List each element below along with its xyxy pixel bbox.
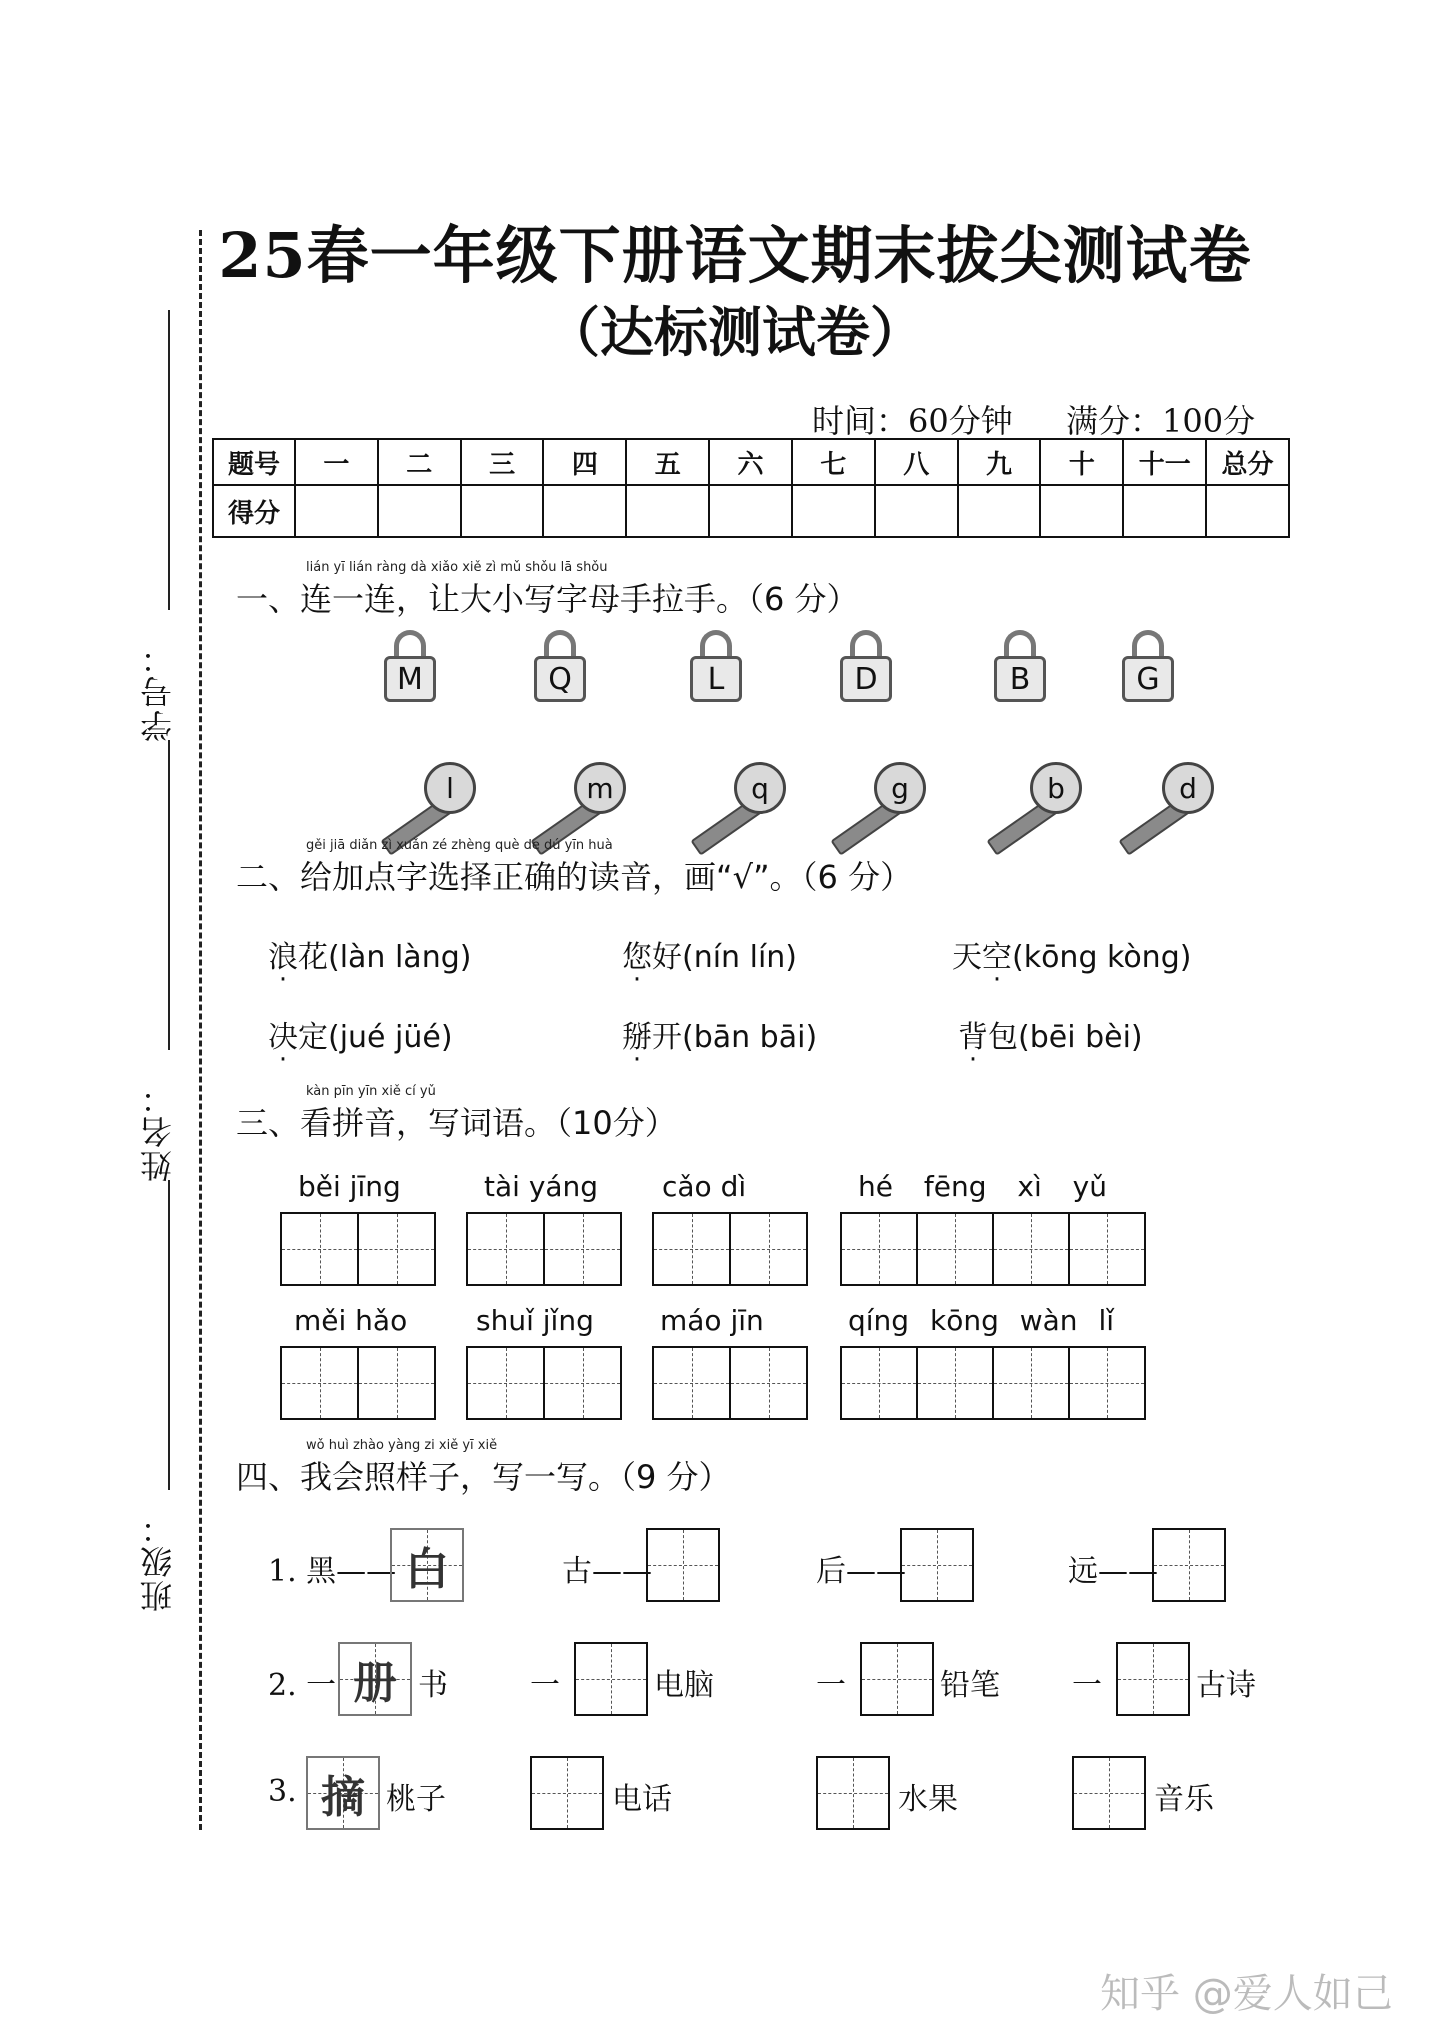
score-header-cell: 十 bbox=[1040, 439, 1123, 485]
item-label: 音乐 bbox=[1154, 1782, 1214, 1817]
score-row-label: 得分 bbox=[213, 485, 295, 537]
answer-box[interactable] bbox=[1116, 1642, 1190, 1716]
class-line bbox=[168, 1180, 170, 1490]
dotted-char: 您 bbox=[622, 940, 652, 975]
pinyin-options[interactable]: (jué jüé) bbox=[328, 1020, 453, 1055]
score-cell[interactable] bbox=[295, 485, 378, 537]
name-label: 姓名： bbox=[139, 1080, 177, 1182]
student-id-label: 学号： bbox=[139, 640, 177, 742]
exam-title: 25春一年级下册语文期末拔尖测试卷 bbox=[218, 219, 1252, 292]
section3-pinyin: kàn pīn yīn xiě cí yǔ bbox=[306, 1084, 436, 1099]
item-label: 古诗 bbox=[1196, 1668, 1256, 1703]
score-cell[interactable] bbox=[378, 485, 461, 537]
reading-item bbox=[268, 1012, 453, 1056]
key-letter: g bbox=[874, 762, 926, 814]
item-label: 电脑 bbox=[654, 1668, 714, 1703]
exam-subtitle: （达标测试卷） bbox=[546, 300, 924, 364]
section2-pinyin: gěi jiā diǎn zì xuǎn zé zhèng què de dú yīn huà bbox=[306, 838, 613, 853]
score-cell[interactable] bbox=[792, 485, 875, 537]
answer-box[interactable] bbox=[860, 1642, 934, 1716]
answer-box[interactable] bbox=[1152, 1528, 1226, 1602]
writing-grid[interactable] bbox=[466, 1346, 622, 1420]
lock-letter: B bbox=[994, 656, 1046, 702]
section3-heading: 三、看拼音，写词语。（10分） bbox=[236, 1104, 677, 1142]
writing-grid[interactable] bbox=[840, 1346, 1146, 1420]
word-pinyin: cǎo dì bbox=[662, 1170, 747, 1203]
pinyin-options[interactable]: (bēi bèi) bbox=[1018, 1020, 1143, 1055]
score-header-cell: 七 bbox=[792, 439, 875, 485]
answer-box[interactable] bbox=[900, 1528, 974, 1602]
lock-icon[interactable] bbox=[1122, 630, 1178, 710]
score-header-cell: 六 bbox=[709, 439, 792, 485]
answer-box[interactable] bbox=[816, 1756, 890, 1830]
name-line bbox=[168, 740, 170, 1050]
example-box bbox=[390, 1528, 464, 1602]
item-label: 桃子 bbox=[386, 1782, 446, 1817]
pinyin-options[interactable]: (nín lín) bbox=[682, 940, 797, 975]
section1-heading: 一、连一连，让大小写字母手拉手。（6 分） bbox=[236, 580, 859, 618]
example-char: 册 bbox=[353, 1658, 397, 1709]
student-id-line bbox=[168, 310, 170, 610]
pinyin-options[interactable]: (làn làng) bbox=[328, 940, 472, 975]
score-header-cell: 五 bbox=[626, 439, 709, 485]
writing-grid[interactable] bbox=[652, 1346, 808, 1420]
key-letter: m bbox=[574, 762, 626, 814]
score-table bbox=[212, 438, 1290, 538]
word-pinyin: měi hǎo bbox=[294, 1304, 408, 1337]
example-box bbox=[306, 1756, 380, 1830]
item-char: 包 bbox=[988, 1020, 1018, 1055]
score-header-row bbox=[213, 439, 1289, 485]
key-letter: b bbox=[1030, 762, 1082, 814]
score-header-cell: 四 bbox=[543, 439, 626, 485]
example-label: 2. 一 bbox=[268, 1668, 337, 1703]
dotted-char: 空 bbox=[982, 940, 1012, 975]
item-label: 水果 bbox=[898, 1782, 958, 1817]
answer-box[interactable] bbox=[530, 1756, 604, 1830]
lock-letter: D bbox=[840, 656, 892, 702]
word-pinyin: tài yáng bbox=[484, 1170, 599, 1203]
reading-item bbox=[622, 932, 797, 976]
score-cell[interactable] bbox=[461, 485, 544, 537]
item-char: 花 bbox=[298, 940, 328, 975]
lock-icon[interactable] bbox=[384, 630, 440, 710]
score-header-cell: 八 bbox=[875, 439, 958, 485]
key-icon[interactable] bbox=[680, 756, 800, 836]
dotted-char: 浪 bbox=[268, 940, 298, 975]
item-label: 远—— bbox=[1068, 1554, 1158, 1589]
score-cell[interactable] bbox=[543, 485, 626, 537]
section4-pinyin: wǒ huì zhào yàng zi xiě yī xiě bbox=[306, 1438, 498, 1453]
word-pinyin: máo jīn bbox=[660, 1304, 764, 1337]
example-char: 摘 bbox=[321, 1772, 365, 1823]
item-label: 后—— bbox=[816, 1554, 906, 1589]
answer-box[interactable] bbox=[646, 1528, 720, 1602]
score-cell[interactable] bbox=[626, 485, 709, 537]
item-label: 书 bbox=[418, 1668, 448, 1703]
item-label: 一 bbox=[1072, 1668, 1102, 1703]
item-char: 定 bbox=[298, 1020, 328, 1055]
example-box bbox=[338, 1642, 412, 1716]
score-header-cell: 二 bbox=[378, 439, 461, 485]
word-pinyin: běi jīng bbox=[298, 1170, 401, 1203]
score-header-cell: 一 bbox=[295, 439, 378, 485]
item-label: 一 bbox=[816, 1668, 846, 1703]
example-label: 3. bbox=[268, 1774, 297, 1809]
lock-letter: G bbox=[1122, 656, 1174, 702]
score-cell[interactable] bbox=[1040, 485, 1123, 537]
score-value-row bbox=[213, 485, 1289, 537]
lock-icon[interactable] bbox=[840, 630, 896, 710]
lock-letter: M bbox=[384, 656, 436, 702]
writing-grid[interactable] bbox=[840, 1212, 1146, 1286]
item-label: 铅笔 bbox=[940, 1668, 1000, 1703]
class-label: 班级： bbox=[139, 1510, 177, 1612]
word-pinyin: qíng kōng wàn lǐ bbox=[848, 1304, 1115, 1337]
key-letter: l bbox=[424, 762, 476, 814]
item-label: 电话 bbox=[612, 1782, 672, 1817]
full-score-info: 满分：100分 bbox=[1066, 402, 1256, 440]
example-char: 白 bbox=[405, 1544, 449, 1595]
reading-item bbox=[268, 932, 471, 976]
score-cell[interactable] bbox=[1123, 485, 1206, 537]
score-header-cell: 九 bbox=[958, 439, 1041, 485]
score-header-cell: 三 bbox=[461, 439, 544, 485]
item-char: 天 bbox=[952, 940, 982, 975]
reading-item bbox=[958, 1012, 1143, 1056]
example-label: 1. 黑—— bbox=[268, 1554, 397, 1589]
binding-dash-line bbox=[199, 230, 202, 1830]
key-letter: d bbox=[1162, 762, 1214, 814]
answer-box[interactable] bbox=[1072, 1756, 1146, 1830]
writing-grid[interactable] bbox=[652, 1212, 808, 1286]
score-header-cell: 十一 bbox=[1123, 439, 1206, 485]
key-icon[interactable] bbox=[820, 756, 940, 836]
pinyin-options[interactable]: (kōng kòng) bbox=[1012, 940, 1192, 975]
lock-icon[interactable] bbox=[690, 630, 746, 710]
reading-item bbox=[952, 932, 1191, 976]
section1-pinyin: lián yī lián ràng dà xiǎo xiě zì mǔ shǒu lā shǒu bbox=[306, 560, 608, 575]
score-header-cell: 题号 bbox=[213, 439, 295, 485]
dotted-char: 背 bbox=[958, 1020, 988, 1055]
lock-icon[interactable] bbox=[534, 630, 590, 710]
dotted-char: 决 bbox=[268, 1020, 298, 1055]
score-cell[interactable] bbox=[958, 485, 1041, 537]
key-icon[interactable] bbox=[976, 756, 1096, 836]
answer-box[interactable] bbox=[574, 1642, 648, 1716]
dotted-char: 掰 bbox=[622, 1020, 652, 1055]
key-icon[interactable] bbox=[1108, 756, 1228, 836]
score-cell[interactable] bbox=[875, 485, 958, 537]
section4-heading: 四、我会照样子，写一写。（9 分） bbox=[236, 1458, 731, 1496]
lock-icon[interactable] bbox=[994, 630, 1050, 710]
section2-heading: 二、给加点字选择正确的读音，画“√”。（6 分） bbox=[236, 858, 913, 896]
word-pinyin: hé fēng xì yǔ bbox=[858, 1170, 1107, 1203]
writing-grid[interactable] bbox=[280, 1212, 436, 1286]
pinyin-options[interactable]: (bān bāi) bbox=[682, 1020, 818, 1055]
word-pinyin: shuǐ jǐng bbox=[476, 1304, 594, 1337]
score-cell[interactable] bbox=[709, 485, 792, 537]
item-label: 一 bbox=[530, 1668, 560, 1703]
lock-letter: L bbox=[690, 656, 742, 702]
item-label: 古—— bbox=[562, 1554, 652, 1589]
lock-letter: Q bbox=[534, 656, 586, 702]
score-header-cell: 总分 bbox=[1206, 439, 1289, 485]
writing-grid[interactable] bbox=[280, 1346, 436, 1420]
time-info: 时间：60分钟 bbox=[812, 402, 1013, 440]
item-char: 开 bbox=[652, 1020, 682, 1055]
score-cell[interactable] bbox=[1206, 485, 1289, 537]
watermark: 知乎 @爱人如己 bbox=[1100, 1971, 1393, 2017]
key-icon[interactable] bbox=[370, 756, 490, 836]
writing-grid[interactable] bbox=[466, 1212, 622, 1286]
key-icon[interactable] bbox=[520, 756, 640, 836]
item-char: 好 bbox=[652, 940, 682, 975]
key-letter: q bbox=[734, 762, 786, 814]
reading-item bbox=[622, 1012, 817, 1056]
